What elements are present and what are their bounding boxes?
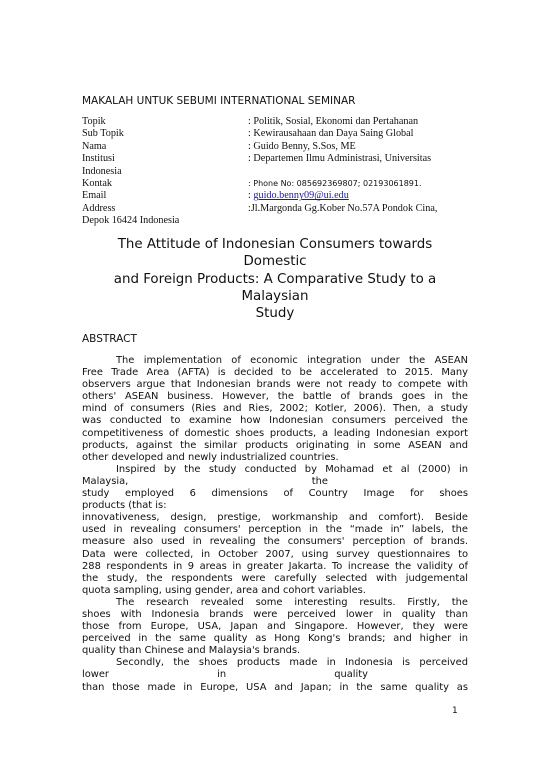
title-line: and Foreign Products: A Comparative Study to a [113, 271, 437, 287]
abstract-heading: ABSTRACT [82, 333, 137, 345]
meta-row-kontak [82, 178, 472, 190]
body-line: quota sampling, using gender, area and cohort variables. [82, 584, 366, 596]
body-line: shoes with Indonesia brands were perceived lower in quality than [82, 608, 468, 620]
body-line: products, against the similar products originating in some ASEAN and [82, 439, 468, 451]
body-word: Malaysia, [82, 475, 129, 487]
body-line: competitiveness of domestic shoes products, a leading Indonesian export [82, 427, 468, 439]
meta-value: : Departemen Ilmu Administrasi, Universitas [248, 153, 432, 165]
meta-value-cont: Indonesia [82, 165, 122, 177]
meta-row-address-cont [82, 215, 472, 227]
abstract-body [82, 355, 468, 694]
meta-value: :Jl.Margonda Gg.Kober No.57A Pondok Cina, [248, 202, 438, 214]
email-colon: : [248, 190, 254, 202]
title-line: Study [255, 306, 295, 322]
body-word: lower [82, 669, 109, 681]
body-line: mind of consumers (Ries and Ries, 2002; Kotler, 2006). Then, a study [82, 403, 468, 415]
meta-row-topik [82, 116, 472, 128]
body-line: those from Europe, USA, Japan and Singapore. However, they were [82, 621, 468, 633]
meta-label: Address [82, 202, 116, 214]
body-line: Secondly, the shoes products made in Indonesia is perceived [116, 657, 468, 669]
body-line: The implementation of economic integration under the ASEAN [116, 355, 468, 366]
paper-title [82, 236, 468, 322]
body-line: Free Trade Area (AFTA) is decided to be accelerated to 2015. Many [82, 367, 468, 379]
body-line: 288 respondents in 9 areas in greater Jakarta. To increase the validity of [82, 560, 468, 572]
body-line-split [82, 669, 468, 681]
body-line: measure also used in revealing the consumers' perception of brands. [82, 536, 468, 548]
title-line: Malaysian [241, 288, 309, 304]
meta-value: : Politik, Sosial, Ekonomi dan Pertahanan [248, 116, 419, 127]
email-link[interactable]: guido.benny09@ui.edu [253, 190, 349, 202]
meta-row-nama [82, 141, 472, 153]
meta-row-institusi-cont [82, 166, 472, 178]
meta-value-cont: Depok 16424 Indonesia [82, 215, 180, 227]
body-line: the study, the respondents were carefully selected with judgemental [82, 572, 468, 584]
author-metadata [82, 116, 472, 228]
meta-label: Institusi [82, 153, 115, 165]
body-line: used in revealing consumers' perception in the “made in” labels, the [82, 524, 468, 536]
body-line: Data were collected, in October 2007, using survey questionnaires to [82, 548, 468, 560]
body-line: products (that is: [82, 500, 167, 512]
body-line: innovativeness, design, prestige, workmanship and comfort). Beside [82, 512, 468, 524]
body-line: Inspired by the study conducted by Mohamad et al (2000) in [116, 463, 468, 475]
body-line: was conducted to examine how Indonesian consumers perceived the [82, 415, 468, 427]
page-number: 1 [452, 706, 458, 716]
meta-value: : Kewirausahaan dan Daya Saing Global [248, 128, 414, 140]
body-line: quality than Chinese and Malaysia's brands. [82, 645, 301, 657]
meta-row-institusi [82, 153, 472, 165]
body-line: observers argue that Indonesian brands were not ready to compete with [82, 379, 468, 391]
meta-value: : Guido Benny, S.Sos, ME [248, 140, 356, 152]
body-word: the [311, 475, 328, 487]
body-line: other developed and newly industrialized countries. [82, 451, 339, 463]
body-line: others' ASEAN business. However, the battle of brands goes in the [82, 391, 468, 403]
meta-label: Nama [82, 140, 107, 152]
body-line: The research revealed some interesting results. Firstly, the [116, 596, 468, 608]
meta-label: Sub Topik [82, 128, 124, 140]
meta-row-email [82, 190, 472, 202]
meta-row-address [82, 203, 472, 215]
body-word: quality [334, 669, 368, 681]
body-line: perceived in the same quality as Hong Kong's brands; and higher in [82, 633, 468, 645]
title-line: The Attitude of Indonesian Consumers towards [117, 237, 433, 252]
meta-row-subtopik [82, 128, 472, 140]
meta-label: Kontak [82, 178, 112, 190]
meta-value-phone: : Phone No: 085692369807; 02193061891. [248, 179, 422, 189]
title-line: Domestic [243, 254, 307, 270]
meta-label: Topik [82, 116, 106, 127]
seminar-header: MAKALAH UNTUK SEBUMI INTERNATIONAL SEMINAR [82, 95, 356, 107]
body-line-split [82, 476, 468, 488]
meta-label: Email [82, 190, 107, 202]
body-word: in [217, 669, 227, 681]
meta-value [248, 190, 472, 202]
body-line: than those made in Europe, USA and Japan; in the same quality as [82, 681, 468, 693]
body-line: study employed 6 dimensions of Country Image for shoes [82, 488, 468, 500]
